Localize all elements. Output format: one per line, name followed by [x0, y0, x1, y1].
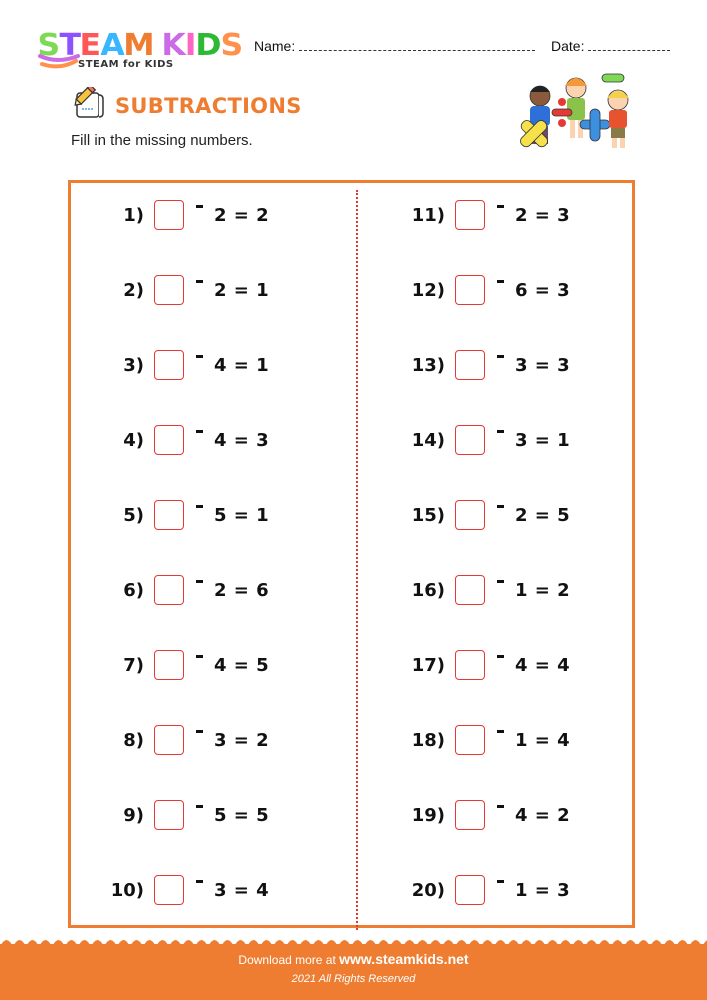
problem-row [398, 348, 570, 382]
problem-number: 11) [411, 204, 445, 226]
problem-number: 14) [411, 429, 445, 451]
answer-box[interactable] [455, 275, 485, 305]
problem-number: 5) [123, 504, 144, 526]
problem-number: 9) [123, 804, 144, 826]
problem-number: 1) [123, 204, 144, 226]
answer-box[interactable] [154, 425, 184, 455]
footer-download [0, 951, 707, 967]
website-link[interactable]: www.steamkids.net [339, 951, 469, 967]
date-field[interactable] [551, 38, 670, 54]
answer-box[interactable] [154, 800, 184, 830]
problem-number: 6) [123, 579, 144, 601]
problem-equation: 4 = 5 [214, 654, 270, 676]
minus-sign-icon [497, 730, 504, 733]
problem-equation: 4 = 4 [515, 654, 571, 676]
pencil-paper-icon [72, 87, 106, 121]
minus-sign-icon [196, 730, 203, 733]
problem-number: 20) [411, 879, 445, 901]
answer-box[interactable] [455, 425, 485, 455]
minus-sign-icon [497, 655, 504, 658]
name-label: Name: [254, 38, 296, 54]
problem-number: 12) [411, 279, 445, 301]
answer-box[interactable] [154, 500, 184, 530]
steam-kids-logo [37, 28, 244, 74]
logo-letter: M [123, 28, 155, 63]
problem-row [398, 723, 570, 757]
minus-sign-icon [497, 280, 504, 283]
minus-sign-icon [196, 280, 203, 283]
problem-row [398, 273, 570, 307]
problem-number: 10) [110, 879, 144, 901]
minus-sign-icon [497, 505, 504, 508]
logo-letter: I [184, 28, 197, 63]
problem-row [100, 423, 269, 457]
copyright-text: 2021 All Rights Reserved [291, 973, 416, 985]
problem-equation: 5 = 1 [214, 504, 270, 526]
problem-row [398, 873, 570, 907]
answer-box[interactable] [455, 650, 485, 680]
problem-row [100, 498, 269, 532]
problem-equation: 3 = 3 [515, 354, 571, 376]
problem-row [100, 648, 269, 682]
problem-equation: 2 = 5 [515, 504, 571, 526]
date-blank-line[interactable] [588, 41, 670, 51]
problem-number: 3) [123, 354, 144, 376]
column-divider [356, 190, 358, 930]
minus-sign-icon [497, 430, 504, 433]
problem-equation: 2 = 1 [214, 279, 270, 301]
minus-sign-icon [497, 880, 504, 883]
answer-box[interactable] [455, 575, 485, 605]
date-label: Date: [551, 38, 585, 54]
answer-box[interactable] [455, 875, 485, 905]
problem-row [100, 273, 269, 307]
minus-sign-icon [196, 880, 203, 883]
answer-box[interactable] [455, 500, 485, 530]
problem-number: 2) [123, 279, 144, 301]
problem-row [100, 573, 269, 607]
problem-row [100, 723, 269, 757]
minus-sign-icon [196, 505, 203, 508]
problem-number: 19) [411, 804, 445, 826]
logo-letter: S [220, 28, 244, 63]
answer-box[interactable] [455, 350, 485, 380]
download-text: Download more at [238, 953, 336, 967]
answer-box[interactable] [154, 575, 184, 605]
problem-number: 15) [411, 504, 445, 526]
logo-letter: S [37, 28, 61, 63]
problem-number: 18) [411, 729, 445, 751]
logo-letter: D [195, 28, 222, 63]
minus-sign-icon [196, 580, 203, 583]
problem-equation: 4 = 2 [515, 804, 571, 826]
problem-number: 13) [411, 354, 445, 376]
problem-number: 16) [411, 579, 445, 601]
problem-number: 17) [411, 654, 445, 676]
problem-row [398, 573, 570, 607]
problem-equation: 1 = 4 [515, 729, 571, 751]
problem-equation: 5 = 5 [214, 804, 270, 826]
problem-equation: 3 = 2 [214, 729, 270, 751]
answer-box[interactable] [455, 800, 485, 830]
minus-sign-icon [196, 805, 203, 808]
answer-box[interactable] [154, 350, 184, 380]
problem-equation: 4 = 3 [214, 429, 270, 451]
logo-letter: E [79, 28, 102, 63]
minus-sign-icon [497, 205, 504, 208]
answer-box[interactable] [455, 725, 485, 755]
problem-row [398, 423, 570, 457]
problem-row [100, 798, 269, 832]
problem-equation: 2 = 2 [214, 204, 270, 226]
minus-sign-icon [497, 355, 504, 358]
problem-row [398, 798, 570, 832]
minus-sign-icon [497, 805, 504, 808]
minus-sign-icon [196, 355, 203, 358]
answer-box[interactable] [154, 650, 184, 680]
problem-row [398, 648, 570, 682]
problem-row [100, 873, 269, 907]
answer-box[interactable] [455, 200, 485, 230]
minus-sign-icon [196, 205, 203, 208]
answer-box[interactable] [154, 275, 184, 305]
logo-letter: T [59, 28, 81, 63]
logo-swoosh-icon [38, 52, 80, 72]
problem-row [398, 498, 570, 532]
answer-box[interactable] [154, 725, 184, 755]
problem-equation: 1 = 2 [515, 579, 571, 601]
problem-row [100, 348, 269, 382]
problem-equation: 3 = 1 [515, 429, 571, 451]
instructions-text: Fill in the missing numbers. [71, 132, 253, 149]
problem-number: 4) [123, 429, 144, 451]
problem-number: 7) [123, 654, 144, 676]
kids-math-illustration [514, 68, 644, 154]
answer-box[interactable] [154, 875, 184, 905]
minus-sign-icon [196, 655, 203, 658]
logo-letter: K [161, 28, 186, 63]
problem-equation: 6 = 3 [515, 279, 571, 301]
minus-sign-icon [196, 430, 203, 433]
worksheet-title: SUBTRACTIONS [115, 94, 302, 118]
problem-equation: 2 = 6 [214, 579, 270, 601]
minus-sign-icon [497, 580, 504, 583]
answer-box[interactable] [154, 200, 184, 230]
name-blank-line[interactable] [299, 41, 535, 51]
problem-row [100, 198, 269, 232]
name-field[interactable] [254, 38, 535, 54]
problem-equation: 4 = 1 [214, 354, 270, 376]
logo-subtitle: STEAM for KIDS [78, 59, 174, 70]
problem-equation: 2 = 3 [515, 204, 571, 226]
problem-equation: 1 = 3 [515, 879, 571, 901]
problem-number: 8) [123, 729, 144, 751]
logo-letter: A [99, 28, 125, 63]
problem-row [398, 198, 570, 232]
problem-equation: 3 = 4 [214, 879, 270, 901]
